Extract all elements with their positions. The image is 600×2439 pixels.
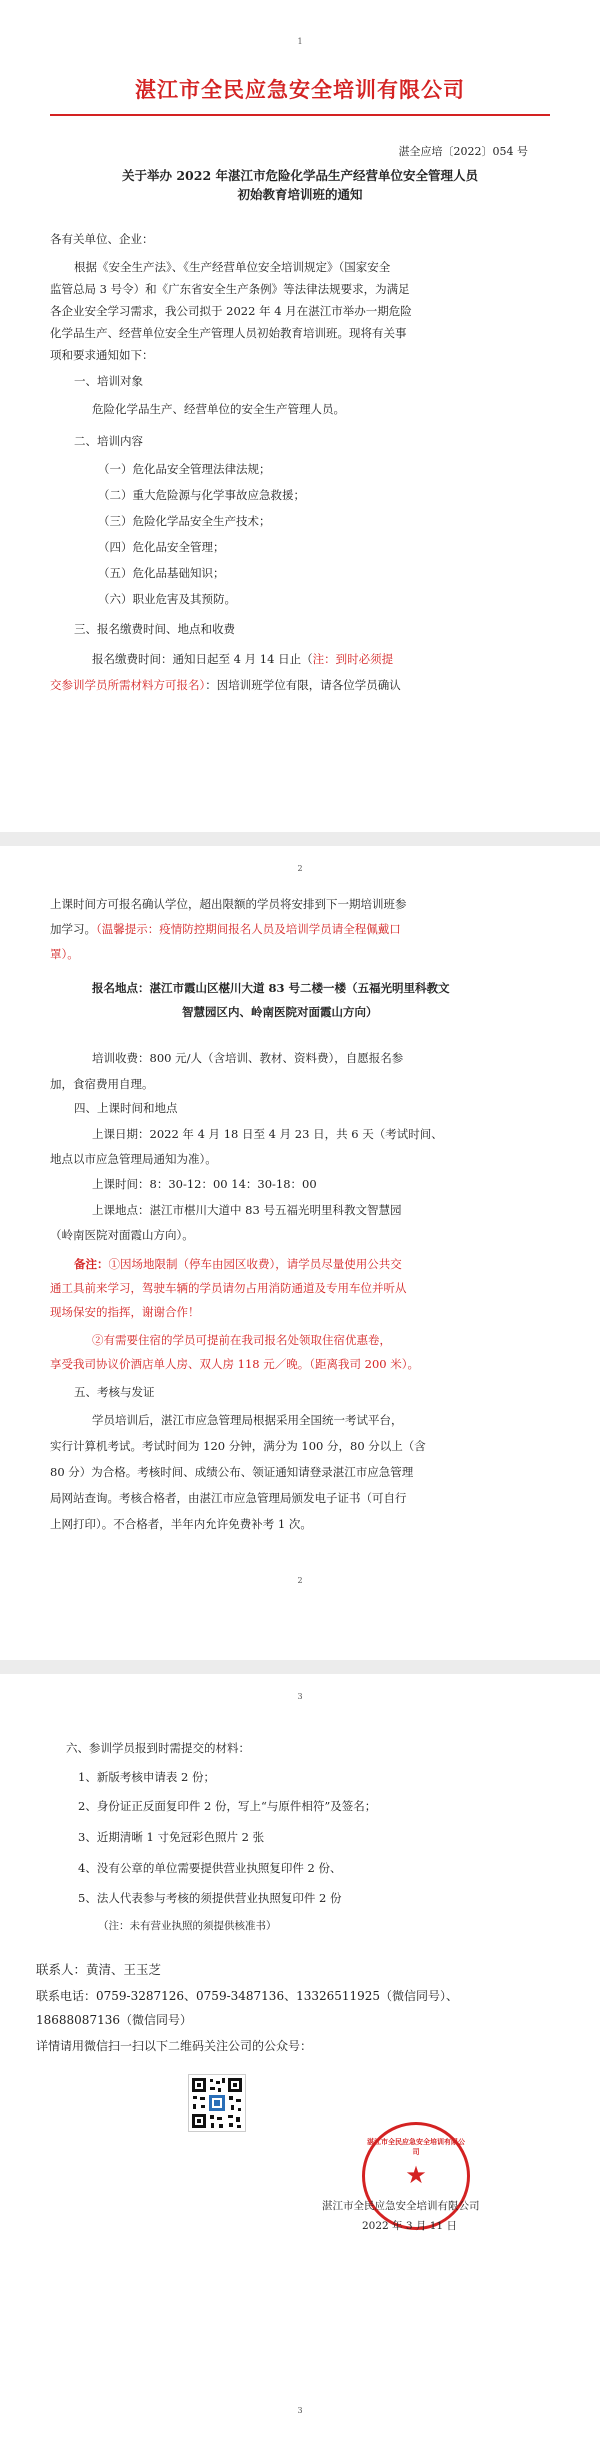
- note-text: 现场保安的指挥，谢谢合作！: [50, 1305, 200, 1319]
- material-note: （注：未有营业执照的须提供核准书）: [98, 1920, 277, 1932]
- contact-phone: 联系电话：0759-3287126、0759-3487136、13326511925（微信同号）、: [36, 1989, 459, 2003]
- notice-title-line1: 关于举办 2022 年湛江市危险化学品生产经营单位安全管理人员: [122, 168, 478, 183]
- material-item: 5、法人代表参与考核的须提供营业执照复印件 2 份: [78, 1891, 342, 1905]
- note-text: 通工具前来学习，驾驶车辆的学员请勿占用消防通道及专用车位并听从: [50, 1281, 407, 1295]
- material-item: 3、近期清晰 1 寸免冠彩色照片 2 张: [78, 1830, 265, 1844]
- mask-reminder: 罩）。: [50, 947, 79, 961]
- list-item: （三）危险化学品安全生产技术；: [98, 514, 271, 528]
- intro-line: 各企业安全学习需求，我公司拟于 2022 年 4 月在湛江市举办一期危险: [50, 304, 412, 318]
- document-number: 湛全应培〔2022〕054 号: [398, 145, 528, 158]
- list-item: （四）危化品安全管理；: [98, 540, 225, 554]
- registration-address: 智慧园区内、岭南医院对面霞山方向）: [182, 1005, 378, 1019]
- signature-date: 2022 年 3 月 11 日: [362, 2220, 457, 2232]
- section-heading: 六、参训学员报到时需提交的材料：: [66, 1741, 250, 1755]
- body-text: 加学习。: [50, 922, 96, 936]
- red-rule: [50, 114, 550, 116]
- exam-line: 局网站查询。考核合格者，由湛江市应急管理局颁发电子证书（可自行: [50, 1491, 407, 1505]
- intro-line: 项和要求通知如下：: [50, 348, 154, 362]
- class-time: 上课时间：8：30-12：00 14：30-18：00: [92, 1177, 317, 1191]
- contact-person: 联系人：黄清、王玉芝: [36, 1962, 162, 1977]
- page-number: 1: [297, 37, 303, 46]
- page-separator: [0, 1660, 600, 1674]
- note-line: [74, 1256, 402, 1272]
- page-number: 3: [297, 2406, 303, 2415]
- body-line: [50, 921, 401, 937]
- fee-line: 培训收费：800 元/人（含培训、教材、资料费），自愿报名参: [92, 1051, 404, 1065]
- registration-time-text: 报名缴费时间：通知日起至 4 月 14 日止（: [92, 652, 313, 666]
- signature-company: 湛江市全民应急安全培训有限公司: [322, 2200, 480, 2212]
- intro-line: 化学品生产、经营单位安全生产管理人员初始教育培训班。现将有关事: [50, 326, 407, 340]
- material-item: 4、没有公章的单位需要提供营业执照复印件 2 份、: [78, 1861, 342, 1875]
- letterhead-company: 湛江市全民应急安全培训有限公司: [135, 77, 465, 102]
- list-item: （一）危化品安全管理法律法规；: [98, 462, 271, 476]
- section-heading: 一、培训对象: [74, 374, 143, 388]
- list-item: （五）危化品基础知识；: [98, 566, 225, 580]
- fee-line: 加，食宿费用自理。: [50, 1077, 154, 1091]
- salutation: 各有关单位、企业：: [50, 232, 154, 246]
- qr-code[interactable]: [188, 2074, 246, 2132]
- intro-line: 根据《安全生产法》、《生产经营单位安全培训规定》（国家安全: [74, 260, 391, 274]
- page-number: 2: [297, 864, 303, 873]
- star-icon: ★: [405, 2161, 427, 2189]
- class-place: 上课地点：湛江市椹川大道中 83 号五福光明里科教文智慧园: [92, 1203, 402, 1217]
- class-date: 地点以市应急管理局通知为准）。: [50, 1152, 217, 1166]
- material-item: 2、身份证正反面复印件 2 份，写上“与原件相符”及签名；: [78, 1799, 377, 1813]
- note-text: ①因场地限制（停车由园区收费），请学员尽量使用公共交: [108, 1257, 402, 1271]
- note-text: ②有需要住宿的学员可提前在我司报名处领取住宿优惠卷，: [92, 1333, 391, 1347]
- registration-text: ：因培训班学位有限，请各位学员确认: [205, 678, 401, 692]
- page-number: 2: [297, 1576, 303, 1585]
- exam-line: 学员培训后，湛江市应急管理局根据采用全国统一考试平台，: [92, 1413, 403, 1427]
- page-number: 3: [297, 1692, 303, 1701]
- registration-note: 交参训学员所需材料方可报名）: [50, 678, 206, 692]
- intro-line: 监管总局 3 号令）和《广东省安全生产条例》等法律法规要求，为满足: [50, 282, 410, 296]
- section-heading: 四、上课时间和地点: [74, 1101, 178, 1115]
- section-heading: 三、报名缴费时间、地点和收费: [74, 622, 235, 636]
- mask-reminder: （温馨提示：疫情防控期间报名人员及培训学员请全程佩戴口: [96, 922, 401, 936]
- section-heading: 二、培训内容: [74, 434, 143, 448]
- list-item: （六）职业危害及其预防。: [98, 592, 236, 606]
- exam-line: 实行计算机考试。考试时间为 120 分钟，满分为 100 分，80 分以上（含: [50, 1439, 426, 1453]
- class-place: （岭南医院对面霞山方向）。: [50, 1228, 194, 1242]
- registration-time-line: [92, 651, 393, 667]
- body-line: 上课时间方可报名确认学位，超出限额的学员将安排到下一期培训班参: [50, 897, 407, 911]
- page-2: [0, 846, 600, 1660]
- notice-title-line2: 初始教育培训班的通知: [237, 187, 363, 202]
- qr-code-icon: [189, 2075, 245, 2131]
- page-separator: [0, 832, 600, 846]
- page-1: [0, 0, 600, 832]
- contact-phone: 18688087136（微信同号）: [36, 2013, 192, 2027]
- section-body: 危险化学品生产、经营单位的安全生产管理人员。: [92, 402, 345, 416]
- material-item: 1、新版考核申请表 2 份；: [78, 1770, 215, 1784]
- note-text: 享受我司协议价酒店单人房、双人房 118 元／晚。（距离我司 200 米）。: [50, 1357, 420, 1371]
- page-3: [0, 1674, 600, 2439]
- registration-address: 报名地点：湛江市霞山区椹川大道 83 号二楼一楼（五福光明里科教文: [92, 981, 450, 995]
- list-item: （二）重大危险源与化学事故应急救援；: [98, 488, 305, 502]
- section-heading: 五、考核与发证: [74, 1385, 155, 1399]
- class-date: 上课日期：2022 年 4 月 18 日至 4 月 23 日，共 6 天（考试时间、: [92, 1127, 443, 1141]
- note-label: 备注：: [74, 1257, 109, 1271]
- seal-text: 湛江市全民应急安全培训有限公司: [367, 2137, 465, 2156]
- registration-note: 注：到时必须提: [312, 652, 394, 666]
- exam-line: 80 分）为合格。考核时间、成绩公布、领证通知请登录湛江市应急管理: [50, 1465, 414, 1479]
- exam-line: 上网打印）。不合格者，半年内允许免费补考 1 次。: [50, 1517, 312, 1531]
- registration-time-line: [50, 677, 401, 693]
- wechat-instruction: 详情请用微信扫一扫以下二维码关注公司的公众号：: [36, 2039, 313, 2053]
